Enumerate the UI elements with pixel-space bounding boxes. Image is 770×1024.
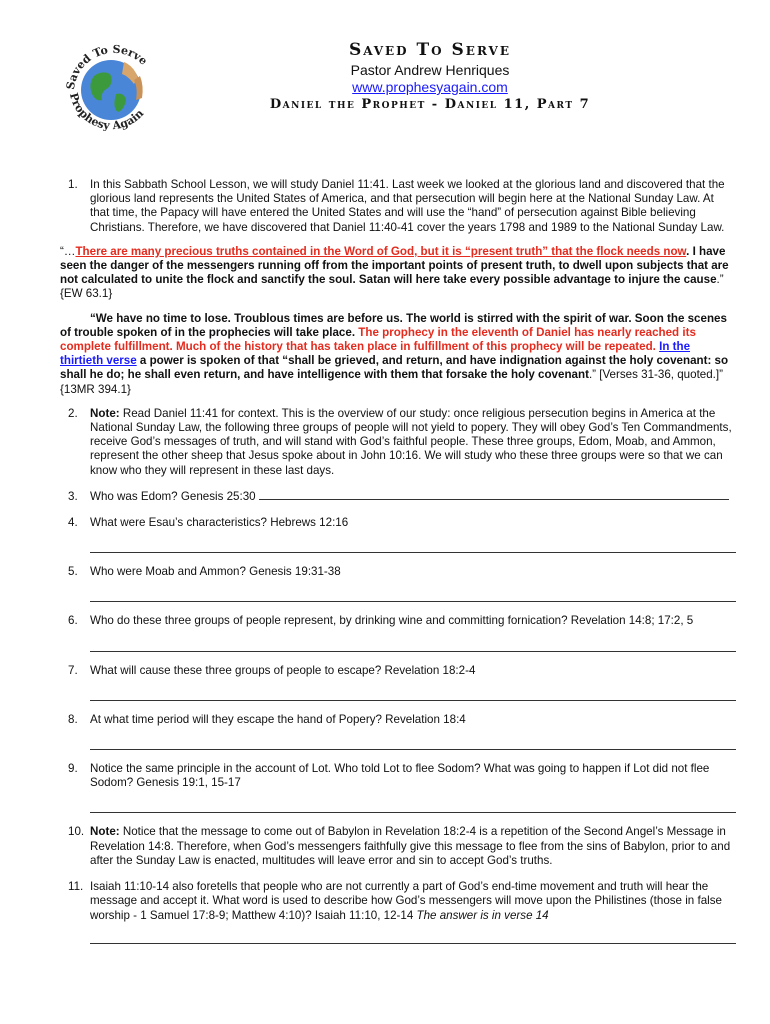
thirtieth-verse-link[interactable]: In the thirtieth verse bbox=[60, 340, 691, 368]
list-item: 2. Note: Read Daniel 11:41 for context. This is the overview of our study: once religious persecution begins in America at the National Sunday Law, the following three groups of people will not yield to popery. They will obey God’s Ten Commandments, receive God’s messages of truth, and will stand with God’s faithful people. These three groups, Edom, Moab, and Ammon, represent the other sheep that Jesus spoke about in John 10:16. We will study who these three groups were so that we can know who they will represent in these last days. bbox=[68, 406, 732, 477]
list-item: 5. Who were Moab and Ammon? Genesis 19:31-38 bbox=[68, 565, 341, 579]
lesson-content bbox=[60, 178, 736, 944]
answer-blank[interactable] bbox=[90, 651, 736, 652]
quote-manuscript-releases: “We have no time to lose. Troublous times are before us. The world is stirred with the spirit of war. Soon the scenes of trouble spoken of in the prophecies will take place. The prophecy in the eleventh of Daniel has nearly reached its complete fulfillment. Much of the history that has taken place in fulfillment of this prophecy will be repeated. In the thirtieth verse a power is spoken of that “shall be grieved, and return, and have indignation against the holy covenant: so shall he do; he shall even return, and have intelligence with them that forsake the holy covenant.” [Verses 31-36, quoted.]” {13MR 394.1} bbox=[60, 311, 729, 396]
list-item: 9. Notice the same principle in the account of Lot. Who told Lot to flee Sodom? What was going to happen if Lot did not flee Sodom? Genesis 19:1, 15-17 bbox=[68, 762, 710, 790]
list-item: 3. Who was Edom? Genesis 25:30 bbox=[60, 490, 736, 504]
answer-blank[interactable] bbox=[90, 749, 736, 750]
logo-text-bottom: Prophesy Again bbox=[66, 91, 147, 133]
answer-blank[interactable] bbox=[90, 700, 736, 701]
list-item: 11. Isaiah 11:10-14 also foretells that people who are not currently a part of God’s end-time movement and truth will hear the message and accept it. What word is used to describe how God’s messengers will move upon the Philistines (those in false worship - 1 Samuel 17:8-9; Matthew 4:10)? Isaiah 11:10, 12-14 The answer is in verse 14 bbox=[68, 880, 722, 922]
page-header bbox=[240, 40, 620, 114]
present-truth-link[interactable]: There are many precious truths contained in the Word of God, but it is “present truth” that the flock needs now bbox=[75, 244, 687, 258]
list-item: 4. What were Esau’s characteristics? Hebrews 12:16 bbox=[68, 516, 349, 530]
website-link[interactable]: www.prophesyagain.com bbox=[352, 79, 508, 95]
lesson-subtitle: Daniel the Prophet - Daniel 11, Part 7 bbox=[269, 97, 591, 112]
answer-blank[interactable] bbox=[90, 552, 736, 553]
list-item: 1. In this Sabbath School Lesson, we will study Daniel 11:41. Last week we looked at the glorious land and discovered that the glorious land represents the United States of America, and that persecution will begin here at the National Sunday Law. At that time, the Papacy will have entered the United States and will use the “hand” of persecution against Bible believing Christians. Therefore, we have discovered that Daniel 11:40-41 cover the years 1798 and 1989 to the National Sunday Law. bbox=[68, 178, 725, 234]
logo-text-top: Saved To Serve bbox=[63, 42, 150, 91]
list-item: 7. What will cause these three groups of people to escape? Revelation 18:2-4 bbox=[68, 663, 476, 677]
list-item: 8. At what time period will they escape the hand of Popery? Revelation 18:4 bbox=[68, 712, 466, 726]
list-item: 10. Note: Notice that the message to come out of Babylon in Revelation 18:2-4 is a repetition of the Second Angel’s Message in Revelation 14:8. Therefore, when God’s messengers faithfully give this message to flee from the sins of Babylon, prior to and after the Sunday Law is enacted, multitudes will leave error and sin to accept God’s truths. bbox=[68, 825, 731, 867]
answer-blank[interactable] bbox=[90, 601, 736, 602]
saved-to-serve-logo bbox=[56, 32, 166, 142]
pastor-name: Pastor Andrew Henriques bbox=[350, 62, 510, 78]
quote-early-writings: “…There are many precious truths contained in the Word of God, but it is “present truth” that the flock needs now. I have seen the danger of the messengers running off from the important points of present truth, to dwell upon subjects that are not calculated to unite the flock and sanctify the soul. Satan will here take every possible advantage to injure the cause.” {EW 63.1} bbox=[60, 244, 729, 301]
list-item: 6. Who do these three groups of people represent, by drinking wine and committing fornication? Revelation 14:8; 17:2, 5 bbox=[68, 614, 694, 628]
page-title: Saved To Serve bbox=[349, 40, 511, 60]
answer-blank[interactable] bbox=[259, 490, 729, 500]
answer-blank[interactable] bbox=[90, 812, 736, 813]
answer-blank[interactable] bbox=[90, 943, 736, 944]
